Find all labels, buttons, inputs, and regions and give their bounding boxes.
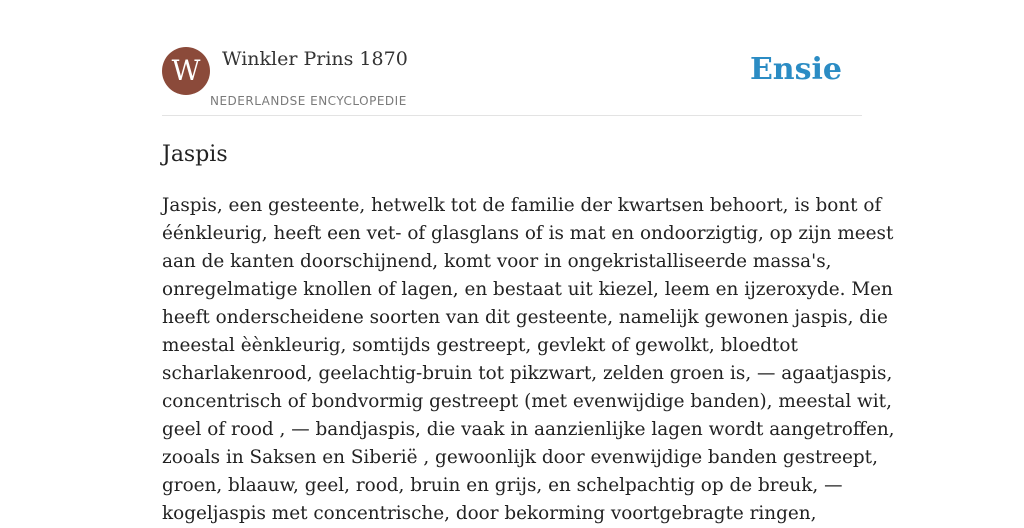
article-line: zooals in Saksen en Siberië , gewoonlijk door evenwijdige banden gestreept, (162, 447, 878, 468)
article-line: onregelmatige knollen of lagen, en bestaat uit kiezel, leem en ijzeroxyde. Men (162, 279, 893, 300)
article-body (162, 192, 895, 528)
article-line: scharlakenrood, geelachtig-bruin tot pikzwart, zelden groen is, — agaatjaspis, (162, 363, 893, 384)
article-line: éénkleurig, heeft een vet- of glasglans of is mat en ondoorzigtig, op zijn meest (162, 223, 894, 244)
article-line: heeft onderscheidene soorten van dit gesteente, namelijk gewonen jaspis, die (162, 307, 888, 328)
article-line: aan de kanten doorschijnend, komt voor in ongekristalliseerde massa's, (162, 251, 832, 272)
source-title[interactable]: Winkler Prins 1870 (222, 48, 408, 70)
article-line: geel of rood , — bandjaspis, die vaak in aanzienlijke lagen wordt aangetroffen, (162, 419, 895, 440)
source-subtitle: NEDERLANDSE ENCYCLOPEDIE (210, 94, 407, 108)
article-title: Jaspis (162, 142, 228, 167)
article-line: kogeljaspis met concentrische, door bekorming voortgebragte ringen, (162, 503, 817, 524)
article-line: concentrisch of bondvormig gestreept (met evenwijdige banden), meestal wit, (162, 391, 892, 412)
header (162, 47, 862, 116)
source-avatar[interactable]: W (162, 47, 210, 95)
article-line: groen, blaauw, geel, rood, bruin en grijs, en schelpachtig op de breuk, — (162, 475, 843, 496)
article-line: meestal èènkleurig, somtijds gestreept, gevlekt of gewolkt, bloedtot (162, 335, 798, 356)
ensie-logo-link[interactable]: Ensie (749, 52, 842, 87)
article-line: Jaspis, een gesteente, hetwelk tot de familie der kwartsen behoort, is bont of (162, 195, 882, 216)
